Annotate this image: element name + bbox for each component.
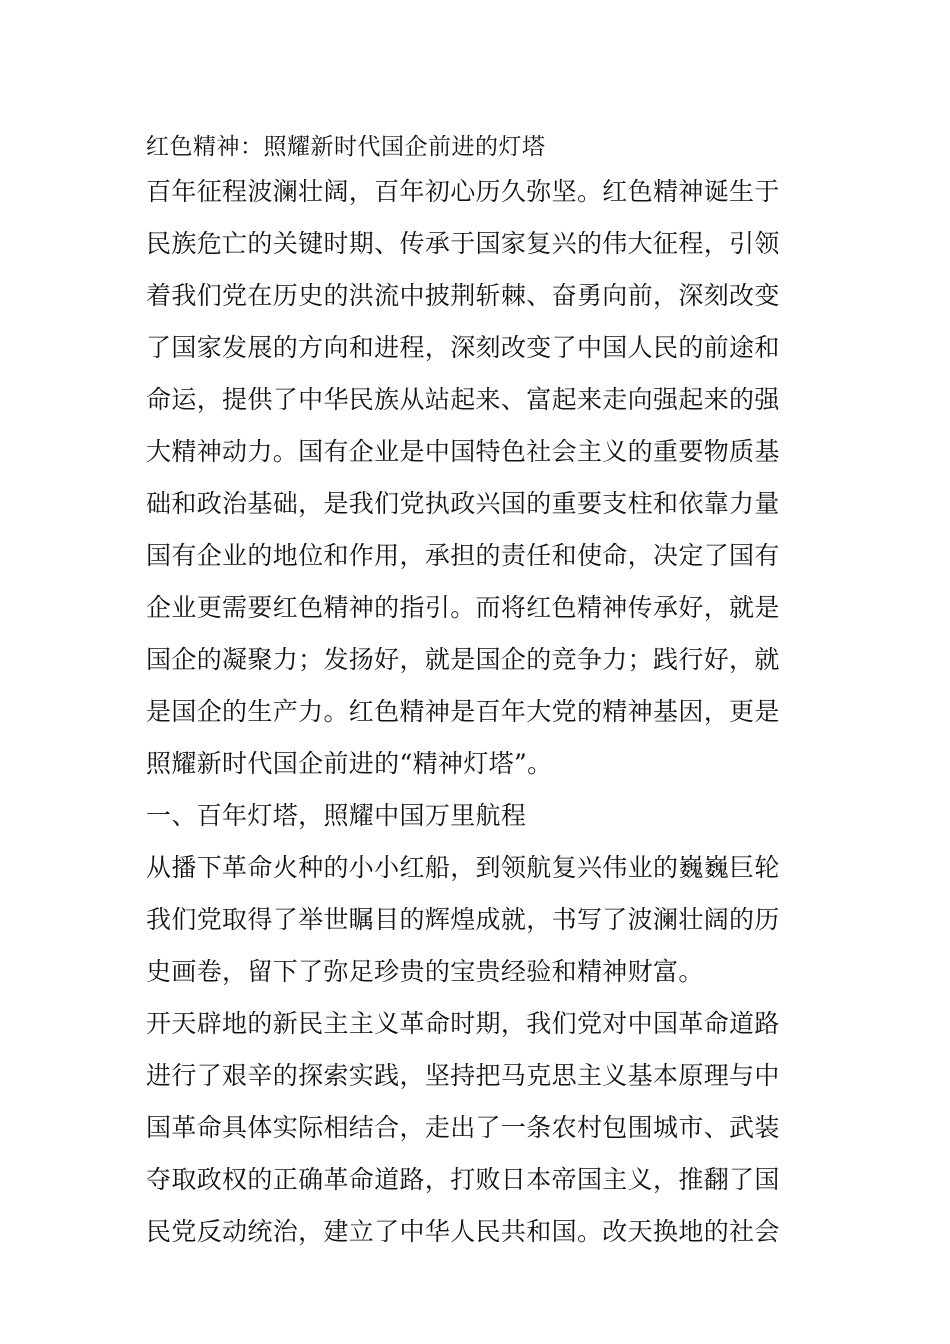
text-line: 民党反动统治，建立了中华人民共和国。改天换地的社会 [146,1217,780,1246]
text-line: 国革命具体实际相结合，走出了一条农村包围城市、武装 [146,1113,780,1142]
text-line: 照耀新时代国企前进的“精神灯塔”。 [146,749,553,778]
text-line: 百年征程波澜壮阔，百年初心历久弥坚。红色精神诞生于 [146,177,780,206]
text-line: 民族危亡的关键时期、传承于国家复兴的伟大征程，引领 [146,229,780,258]
text-line: 础和政治基础，是我们党执政兴国的重要支柱和依靠力量 [146,489,780,518]
document-body [146,128,810,1258]
text-line: 是国企的生产力。红色精神是百年大党的精神基因，更是 [146,697,780,726]
text-line: 我们党取得了举世瞩目的辉煌成就，书写了波澜壮阔的历 [146,905,780,934]
text-line: 了国家发展的方向和进程，深刻改变了中国人民的前途和 [146,333,780,362]
text-line: 国企的凝聚力；发扬好，就是国企的竞争力；践行好，就 [146,645,780,674]
text-line: 大精神动力。国有企业是中国特色社会主义的重要物质基 [146,437,780,466]
text-line: 进行了艰辛的探索实践，坚持把马克思主义基本原理与中 [146,1061,780,1090]
text-line: 国有企业的地位和作用，承担的责任和使命，决定了国有 [146,541,780,570]
text-line: 命运，提供了中华民族从站起来、富起来走向强起来的强 [146,385,780,414]
section-heading: 一、百年灯塔，照耀中国万里航程 [146,801,527,830]
text-line: 夺取政权的正确革命道路，打败日本帝国主义，推翻了国 [146,1165,780,1194]
text-line: 从播下革命火种的小小红船，到领航复兴伟业的巍巍巨轮 [146,853,780,882]
text-line: 着我们党在历史的洪流中披荆斩棘、奋勇向前，深刻改变 [146,281,780,310]
text-line: 开天辟地的新民主主义革命时期，我们党对中国革命道路 [146,1009,780,1038]
text-line: 企业更需要红色精神的指引。而将红色精神传承好，就是 [146,593,780,622]
document-title: 红色精神：照耀新时代国企前进的灯塔 [146,134,546,160]
text-line: 史画卷，留下了弥足珍贵的宝贵经验和精神财富。 [146,957,704,986]
